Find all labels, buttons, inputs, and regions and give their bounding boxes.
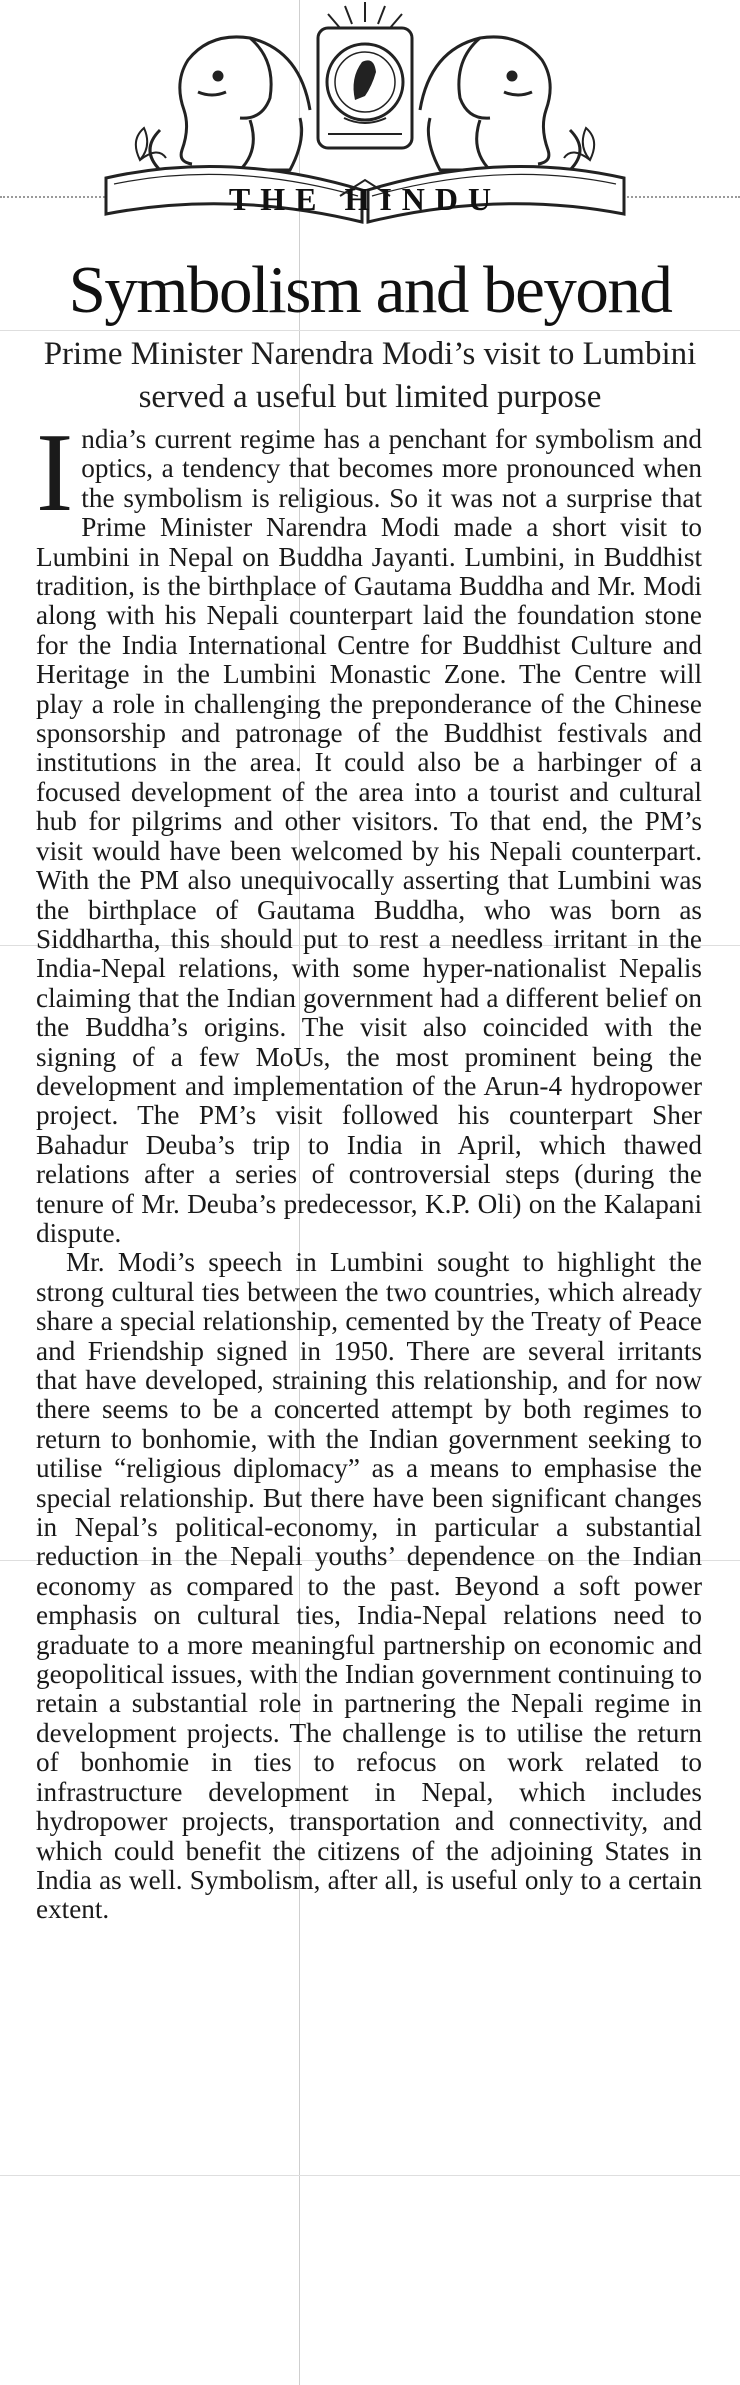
right-elephant-icon: [420, 37, 580, 176]
the-hindu-emblem: [100, 0, 640, 230]
article-paragraph: Mr. Modi’s speech in Lumbini sought to highlight the strong cultural ties between the two countries, which already share a special relationship, cemented by the Treaty of Peace and Friendship signed in 1950. There are several irritants that have developed, straining this relationship, and for now there seems to be a concerted attempt by both regimes to return to bonhomie, with the Indian government seeking to utilise “religious diplomacy” as a means to emphasise the special relationship. But there have been significant changes in Nepal’s political-economy, in particular a substantial reduction in the Nepali youths’ dependence on the Indian economy as compared to the past. Beyond a soft power emphasis on cultural ties, India-Nepal relations need to graduate to a more meaningful partnership on economic and geopolitical issues, with the Indian government continuing to retain a substantial role in partnering the Nepali regime in development projects. The challenge is to utilise the return of bonhomie in ties to refocus on work related to infrastructure development in Nepal, which includes hydropower projects, transportation and connectivity, and which could benefit the citizens of the adjoining States in India as well. Symbolism, after all, is useful only to a certain extent.: [36, 1247, 702, 1925]
guide-line-horizontal: [0, 330, 740, 331]
drop-cap: I: [36, 411, 74, 535]
article-body: [36, 411, 702, 1925]
sun-rays-icon: [328, 2, 402, 28]
left-elephant-icon: [150, 37, 310, 176]
masthead-title: THE HINDU: [228, 181, 502, 217]
headline: Symbolism and beyond: [68, 253, 672, 327]
conch-seal-icon: [318, 28, 412, 148]
paragraph-text: ndia’s current regime has a penchant for symbolism and optics, a tendency that becomes more pronounced when the symbolism is religious. So it was not a surprise that Prime Minister Narendra Modi made a short visit to Lumbini in Nepal on Buddha Jayanti. Lumbini, in Buddhist tradition, is the birthplace of Gautama Buddha and Mr. Modi along with his Nepali counterpart laid the foundation stone for the India International Centre for Buddhist Culture and Heritage in the Lumbini Monastic Zone. The Centre will play a role in challenging the preponderance of the Chinese sponsorship and patronage of the Buddhist festivals and institutions in the area. It could also be a harbinger of a focused development of the area into a tourist and cultural hub for pilgrims and other visitors. To that end, the PM’s visit would have been welcomed by his Nepali counterpart. With the PM also unequivocally asserting that Lumbini was the birthplace of Gautama Buddha, who was born as Siddhartha, this should put to rest a needless irritant in the India-Nepal relations, with some hyper-nationalist Nepalis claiming that the Indian government had a different belief on the Buddha’s origins. The visit also coincided with the signing of a few MoUs, the most prominent being the development and implementation of the Arun-4 hydropower project. The PM’s visit followed his counterpart Sher Bahadur Deuba’s trip to India in April, which thawed relations after a series of controversial steps (during the tenure of Mr. Deuba’s predecessor, K.P. Oli) on the Kalapani dispute.: [36, 424, 702, 1248]
article-paragraph: [36, 411, 702, 1248]
guide-line-horizontal: [0, 2175, 740, 2176]
lotus-icon: [136, 128, 594, 160]
masthead: [100, 0, 640, 230]
standfirst: Prime Minister Narendra Modi’s visit to Lumbini served a useful but limited purpose: [43, 336, 697, 415]
